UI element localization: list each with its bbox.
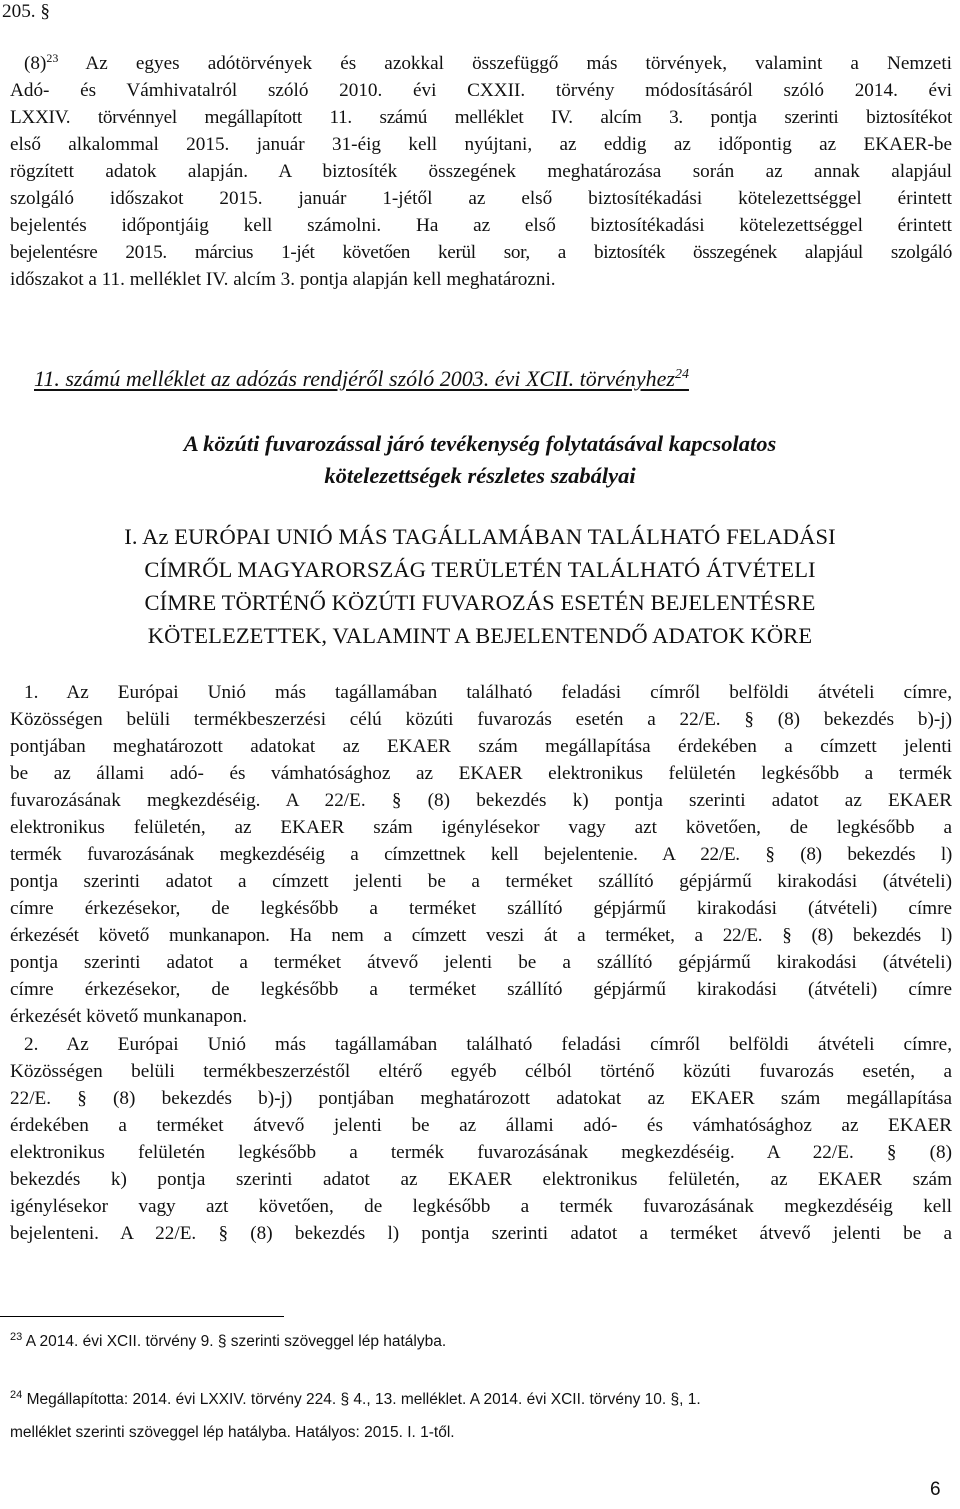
section-i-heading: I. Az EURÓPAI UNIÓ MÁS TAGÁLLAMÁBAN TALÁLHATÓ FELADÁSI CÍMRŐL MAGYARORSZÁG TERÜLETÉN TALÁLHATÓ ÁTVÉTELI CÍMRE TÖRTÉNŐ KÖZÚTI FUVAROZÁS ESETÉN BEJELENTÉSRE KÖTELEZETTEK, VALAMINT A BEJELENTENDŐ ADATOK KÖRE — [124, 524, 836, 648]
footnote-ref-23: 23 — [46, 51, 59, 65]
section-sign: § — [40, 1, 50, 22]
paragraph-8-line: rögzített adatok alapján. A biztosíték összegének meghatározása során az annak alapjául — [10, 161, 952, 182]
point-1: 1. Az Európai Unió más tagállamában található feladási címről belföldi átvételi címre, Közösségen belüli termékbeszerzési célú közúti fuvarozás esetén a 22/E. § (8) bekezdés b)-j) pontjában meghatározott adatokat az EKAER szám megállapítása érdekében a címzett jelenti be az állami adó- és vámhatósághoz az EKAER elektronikus felületén legkésőbb a termék fuvarozásának megkezdéséig. A 22/E. § (8) bekezdés k) pontja szerinti adatot az EKAER elektronikus felületén, az EKAER szám igénylésekor vagy azt követően, de legkésőbb a termék fuvarozásának megkezdéséig a címzettnek kell bejelentenie. A 22/E. § (8) bekezdés l) pontja szerinti adatot a címzett jelenti be a terméket szállító gépjármű kirakodási (átvételi) címre érkezésekor, de legkésőbb a terméket szállító gépjármű kirakodási (átvételi) címre érkezését követő munkanapon. Ha nem a címzett veszi át a terméket, a 22/E. § (8) bekezdés l) pontja szerinti adatot a terméket átvevő jelenti be a szállító gépjármű kirakodási (átvételi) címre érkezésekor, de legkésőbb a terméket szállító gépjármű kirakodási (átvételi) címre érkezését követő munkanapon. — [10, 682, 952, 1027]
paragraph-8-line-1: $(8)^{23}$ Az egyes adótörvények és azokkal összefüggő más törvények, valamint a Nemzeti — [24, 51, 952, 74]
paragraph-8-line: bejelentésre 2015. március 1-jét követően kerül sor, a biztosíték összegének alapjául szolgáló — [10, 242, 952, 263]
paragraph-8-line: bejelentés időpontjáig kell számolni. Ha az első biztosítékadási kötelezettséggel érintett — [10, 215, 952, 236]
paragraph-8-line: LXXIV. törvénnyel megállapított 11. számú melléklet IV. alcím 3. pontja szerinti biztosítékot — [10, 107, 952, 128]
point-2: 2. Az Európai Unió más tagállamában található feladási címről belföldi átvételi címre, Közösségen belüli termékbeszerzéstől eltérő egyéb célból történő közúti fuvarozás esetén, a 22/E. § (8) bekezdés b)-j) pontjában meghatározott adatokat az EKAER szám megállapítása érdekében a terméket átvevő jelenti be az állami adó- és vámhatósághoz az EKAER elektronikus felületén legkésőbb a termék fuvarozásának megkezdéséig. A 22/E. § (8) bekezdés k) pontja szerinti adatot az EKAER elektronikus felületén, az EKAER szám igénylésekor vagy azt követően, de legkésőbb a termék fuvarozásának megkezdéséig kell bejelenteni. A 22/E. § (8) bekezdés l) pontja szerinti adatot a terméket átvevő jelenti be a — [10, 1034, 952, 1244]
section-number: 205. — [2, 1, 36, 22]
footnote-23: $^{23}$ A 2014. évi XCII. törvény 9. § szerinti szöveggel lép hatályba. — [10, 1331, 447, 1350]
paragraph-number: (8) — [24, 53, 47, 74]
section-heading — [2, 0, 50, 25]
paragraph-8-line: Adó- és Vámhivatalról szóló 2010. évi CXXII. törvény módosításáról szóló 2014. évi — [10, 80, 952, 101]
paragraph-8-line: szolgáló időszakot 2015. január 1-jétől az első biztosítékadási kötelezettséggel érintett — [10, 188, 952, 209]
footnote-ref-24: 24 — [674, 367, 689, 382]
paragraph-8 — [10, 50, 952, 293]
page-number: 6 — [930, 1479, 941, 1500]
paragraph-8-line: időszakot a 11. melléklet IV. alcím 3. pontja alapján kell meghatározni. — [10, 269, 556, 290]
paragraph-8-line: első alkalommal 2015. január 31-éig kell nyújtani, az eddig az időpontig az EKAER-be — [10, 134, 952, 155]
annex-heading: 11. számú melléklet az adózás rendjéről szóló 2003. évi XCII. törvényhez$^{24}$ — [34, 366, 689, 391]
footnote-24: $^{24}$ Megállapította: 2014. évi LXXIV. törvény 224. § 4., 13. melléklet. A 2014. évi XCII. törvény 10. §, 1. melléklet szerinti szöveggel lép hatályba. Hatályos: 2015. I. 1-től. — [10, 1389, 701, 1441]
annex-title: A közúti fuvarozással járó tevékenység folytatásával kapcsolatos kötelezettségek részletes szabályai — [183, 431, 777, 488]
footnote-separator — [0, 1316, 284, 1317]
